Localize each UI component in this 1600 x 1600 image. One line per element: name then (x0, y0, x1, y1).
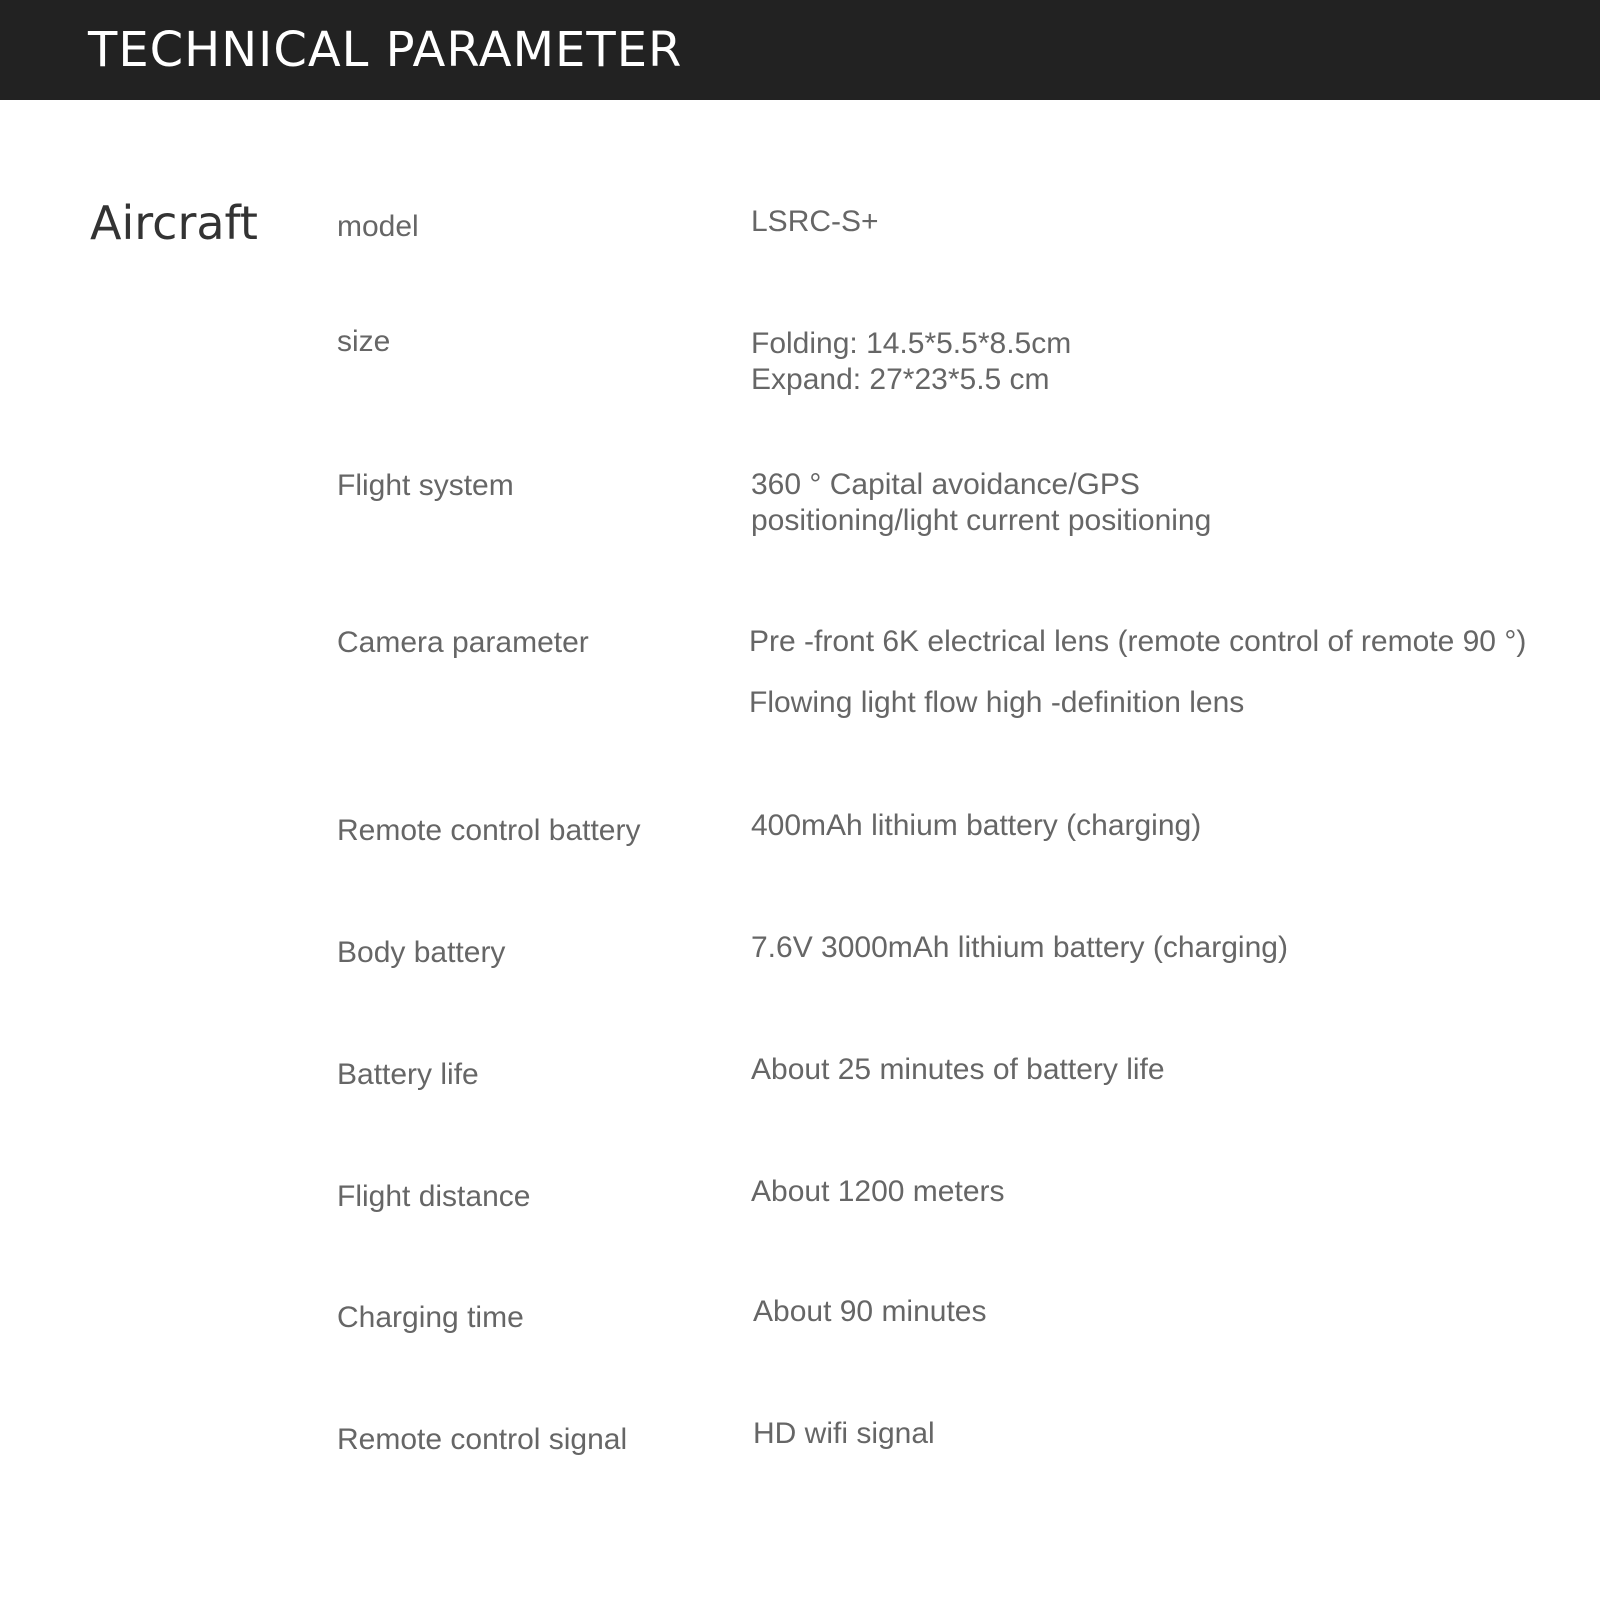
param-label-battery-life: Battery life (337, 1058, 479, 1091)
param-value-size (751, 326, 1071, 398)
param-value-line: 400mAh lithium battery (charging) (751, 809, 1202, 842)
param-value-remote-control-signal (753, 1416, 935, 1452)
param-value-line: Flowing light flow high -definition lens (749, 686, 1245, 719)
param-value-model (751, 204, 879, 240)
param-value-line: HD wifi signal (753, 1417, 935, 1450)
param-value-camera-parameter (749, 627, 1526, 749)
param-value-flight-distance (751, 1174, 1005, 1210)
header-bar (0, 0, 1600, 100)
section-title-aircraft: Aircraft (90, 196, 258, 250)
param-value-line: Expand: 27*23*5.5 cm (751, 363, 1050, 396)
param-label-charging-time: Charging time (337, 1301, 524, 1334)
param-value-body-battery (751, 930, 1288, 966)
param-value-line: Folding: 14.5*5.5*8.5cm (751, 327, 1072, 360)
param-value-line: About 25 minutes of battery life (751, 1053, 1165, 1086)
param-label-model: model (337, 210, 419, 243)
param-label-flight-system: Flight system (337, 469, 514, 502)
param-label-remote-control-battery: Remote control battery (337, 814, 641, 847)
param-value-flight-system (751, 467, 1211, 539)
page-title: TECHNICAL PARAMETER (88, 22, 683, 78)
param-value-line: positioning/light current positioning (751, 504, 1212, 537)
param-value-charging-time (753, 1294, 986, 1330)
param-label-size: size (337, 325, 391, 358)
param-label-camera-parameter: Camera parameter (337, 626, 589, 659)
param-value-line: About 90 minutes (753, 1295, 987, 1328)
param-value-line: 7.6V 3000mAh lithium battery (charging) (751, 931, 1288, 964)
param-value-line: LSRC-S+ (751, 205, 879, 238)
param-value-line: Pre -front 6K electrical lens (remote control of remote 90 °) (749, 625, 1527, 658)
param-value-line: About 1200 meters (751, 1175, 1005, 1208)
param-label-remote-control-signal: Remote control signal (337, 1423, 628, 1456)
param-label-body-battery: Body battery (337, 936, 506, 969)
param-value-line: 360 ° Capital avoidance/GPS (751, 468, 1140, 501)
param-value-remote-control-battery (751, 808, 1201, 844)
param-label-flight-distance: Flight distance (337, 1180, 531, 1213)
param-value-battery-life (751, 1052, 1165, 1088)
